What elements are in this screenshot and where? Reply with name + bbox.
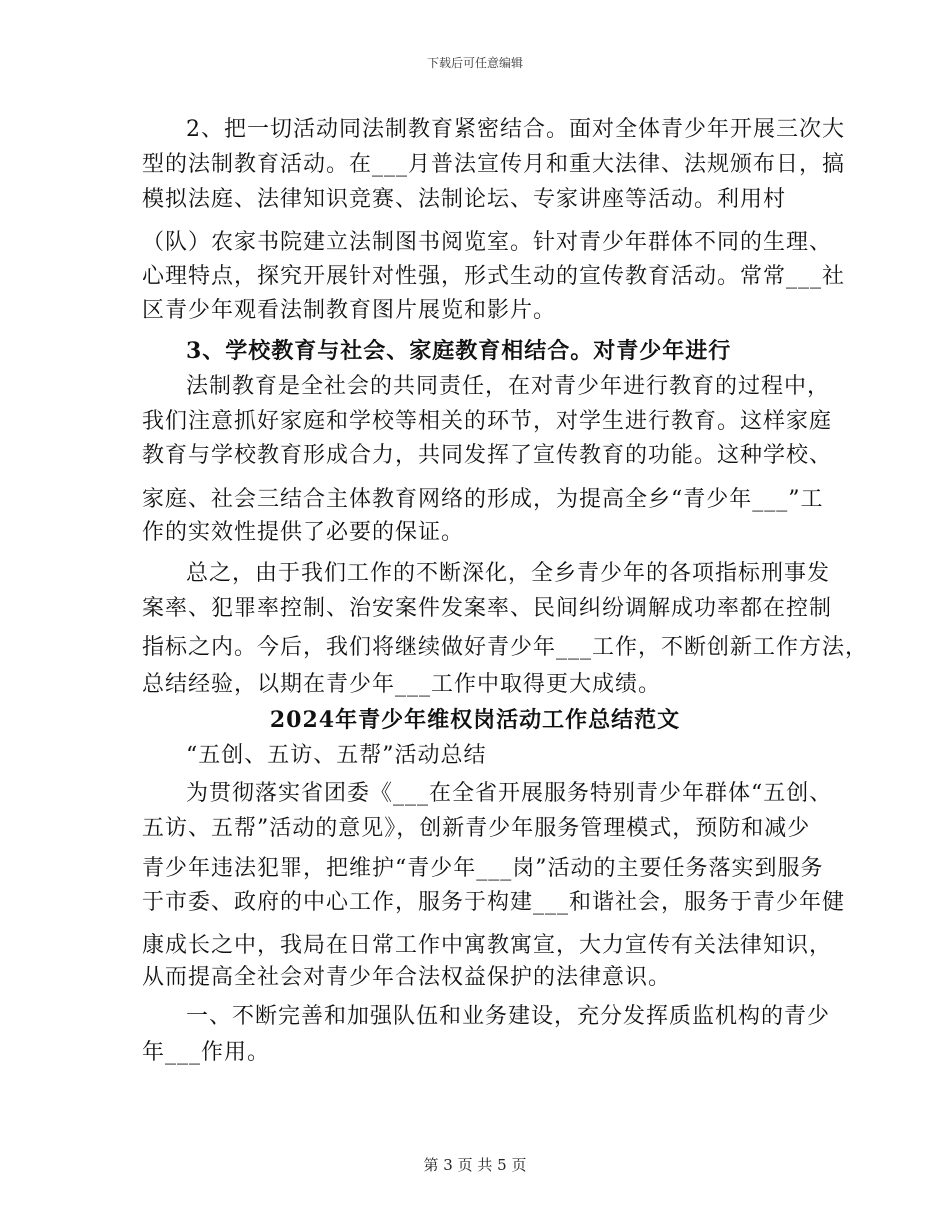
paragraph-line: 作的实效性提供了必要的保证。 <box>142 520 465 545</box>
paragraph-line: 模拟法庭、法律知识竞赛、法制论坛、专家讲座等活动。利用村 <box>142 187 787 212</box>
page-number: 第 3 页 共 5 页 <box>423 1156 527 1174</box>
paragraph-line: 从而提高全社会对青少年合法权益保护的法律意识。 <box>142 965 672 990</box>
paragraph-line: 区青少年观看法制教育图片展览和影片。 <box>142 298 557 323</box>
subtitle-line: “五创、五访、五帮”活动总结 <box>186 743 487 768</box>
paragraph-line: 青少年违法犯罪，把维护“青少年___岗”活动的主要任务落实到服务 <box>142 856 824 881</box>
document-title: 2024年青少年维权岗活动工作总结范文 <box>269 707 681 733</box>
paragraph-line: 一、不断完善和加强队伍和业务建设，充分发挥质监机构的青少 <box>186 1004 831 1029</box>
paragraph-line: 总结经验，以期在青少年___工作中取得更大成绩。 <box>142 672 662 697</box>
paragraph-line: 年___作用。 <box>142 1040 271 1065</box>
paragraph-line: 我们注意抓好家庭和学校等相关的环节，对学生进行教育。这样家庭 <box>142 409 833 434</box>
paragraph-line: 总之，由于我们工作的不断深化，全乡青少年的各项指标刑事发 <box>186 561 831 586</box>
paragraph-line: 心理特点，探究开展针对性强，形式生动的宣传教育活动。常常___社 <box>142 264 846 289</box>
paragraph-line: 于市委、政府的中心工作，服务于构建___和谐社会，服务于青少年健 <box>142 890 846 915</box>
paragraph-line: 康成长之中，我局在日常工作中寓教寓宣，大力宣传有关法律知识， <box>142 933 833 958</box>
paragraph-line: 法制教育是全社会的共同责任，在对青少年进行教育的过程中， <box>186 374 831 399</box>
paragraph-line: 教育与学校教育形成合力，共同发挥了宣传教育的功能。这种学校、 <box>142 443 833 468</box>
paragraph-line: 2、把一切活动同法制教育紧密结合。面对全体青少年开展三次大 <box>186 117 845 142</box>
paragraph-line: 五访、五帮”活动的意见》，创新青少年服务管理模式，预防和减少 <box>142 816 811 841</box>
paragraph-line: 型的法制教育活动。在___月普法宣传月和重大法律、法规颁布日，搞 <box>142 152 846 177</box>
paragraph-line: 指标之内。今后，我们将继续做好青少年___工作，不断创新工作方法， <box>142 635 869 660</box>
section-heading: 3、学校教育与社会、家庭教育相结合。对青少年进行 <box>186 338 732 364</box>
paragraph-line: 为贯彻落实省团委《___在全省开展服务特别青少年群体“五创、 <box>186 781 833 806</box>
paragraph-line: 家庭、社会三结合主体教育网络的形成，为提高全乡“青少年___”工 <box>142 487 824 512</box>
page-header: 下载后可任意编辑 <box>426 56 523 70</box>
paragraph-line: 案率、犯罪率控制、治安案件发案率、民间纠纷调解成功率都在控制 <box>142 596 833 621</box>
paragraph-line: （队）农家书院建立法制图书阅览室。针对青少年群体不同的生理、 <box>142 230 833 255</box>
